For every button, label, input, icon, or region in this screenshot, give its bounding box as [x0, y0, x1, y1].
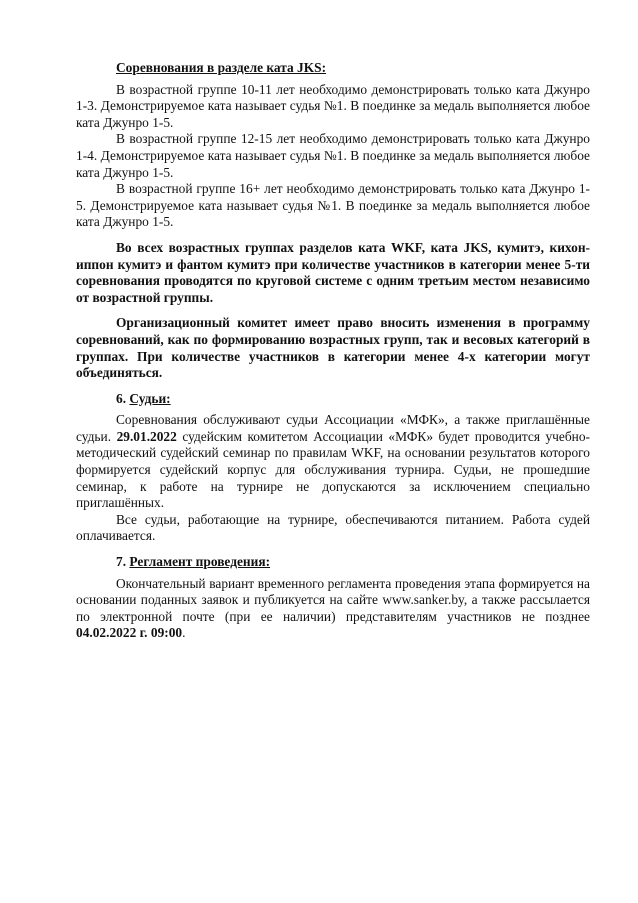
regulation-text: Окончательный вариант временного регламента проведения этапа формируется на основании поданных заявок и публикуется на сайте www.sanker.by, а также рассылается по электронной почте (при ее наличии) представителям участников не позднее: [76, 575, 590, 624]
notice-round-robin: Во всех возрастных группах разделов ката WKF, ката JKS, кумитэ, кихон-иппон кумитэ и фантом кумитэ при количестве участников в категории менее 5-ти соревнования проводятся по круговой системе с одним третьим местом независимо от возрастной группы.: [76, 239, 590, 305]
section-heading-kata-jks: Соревнования в разделе ката JKS:: [116, 60, 327, 75]
section-number-judges: 6.: [116, 390, 127, 406]
section-title-regulation: Регламент проведения:: [129, 554, 271, 570]
paragraph-judges-meals: Все судьи, работающие на турнире, обеспечиваются питанием. Работа судей оплачивается.: [76, 511, 590, 544]
section-number-regulation: 7.: [116, 554, 127, 570]
document-page: [76, 60, 590, 642]
paragraph-judges-seminar: [76, 412, 590, 512]
paragraph-regulation: [76, 576, 590, 642]
regulation-deadline: 04.02.2022 г. 09:00: [76, 625, 183, 641]
section-heading-regulation: [76, 554, 590, 571]
section-title-judges: Судьи:: [129, 390, 171, 406]
paragraph-kata-jks-12-15: В возрастной группе 12-15 лет необходимо демонстрировать только ката Джунро 1-4. Демонстрируемое ката называет судья №1. В поединке за медаль выполняется любое ката Джунро 1-5.: [76, 131, 590, 180]
paragraph-kata-jks-10-11: В возрастной группе 10-11 лет необходимо демонстрировать только ката Джунро 1-3. Демонстрируемое ката называет судья №1. В поединке за медаль выполняется любое ката Джунро 1-5.: [76, 81, 590, 130]
judges-text-after-date: судейским комитетом Ассоциации «МФК» будет проводится учебно-методический судейский семинар по правилам WKF, на основании результатов которого формируется судейский корпус для обслуживания турнира. Судьи, не прошедшие семинар, к работе на турнире не допускаются за исключением специально приглашённых.: [76, 428, 590, 511]
seminar-date: 29.01.2022: [116, 428, 177, 444]
section-heading-judges: [76, 391, 590, 408]
regulation-text-end: .: [182, 625, 186, 641]
paragraph-kata-jks-16-plus: В возрастной группе 16+ лет необходимо демонстрировать только ката Джунро 1-5. Демонстрируемое ката называет судья №1. В поединке за медаль выполняется любое ката Джунро 1-5.: [76, 181, 590, 230]
notice-organizing-committee: Организационный комитет имеет право вносить изменения в программу соревнований, как по формированию возрастных групп, так и весовых категорий в группах. При количестве участников в категории менее 4-х категории могут объединяться.: [76, 315, 590, 381]
judges-text-before-date: Соревнования обслуживают судьи Ассоциации «МФК», а также приглашённые судьи.: [76, 412, 590, 444]
